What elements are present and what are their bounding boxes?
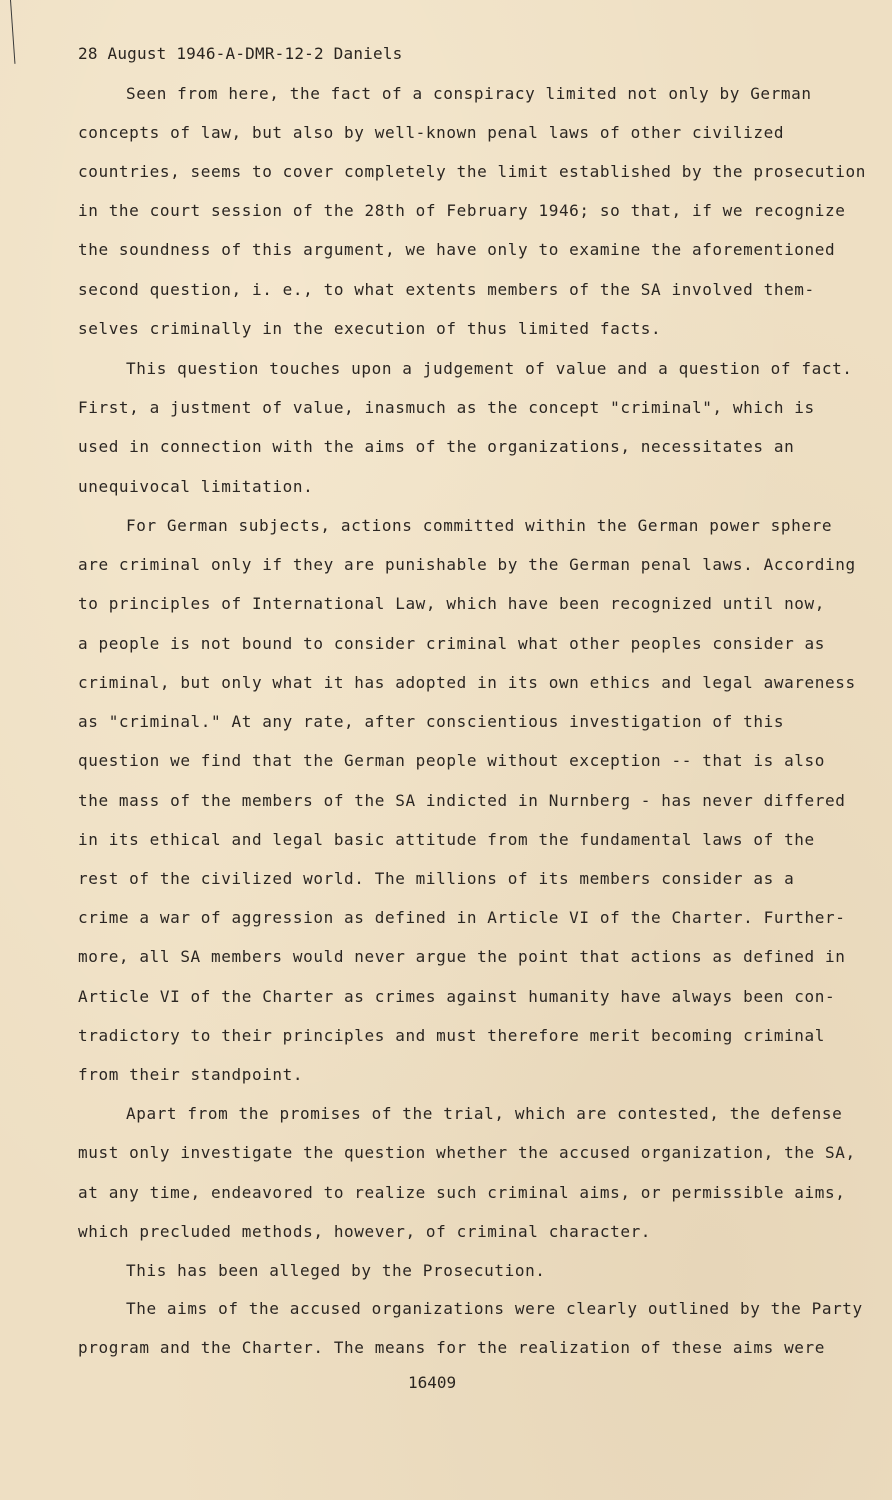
text-line-19: the mass of the members of the SA indicted in Nurnberg - has never differed <box>78 791 846 810</box>
text-line-17: as "criminal." At any rate, after conscientious investigation of this <box>78 712 785 731</box>
text-line-1: Seen from here, the fact of a conspiracy limited not only by German <box>126 84 812 103</box>
text-line-10: used in connection with the aims of the organizations, necessitates an <box>78 437 795 456</box>
text-line-6: second question, i. e., to what extents members of the SA involved them- <box>78 280 815 299</box>
text-line-5: the soundness of this argument, we have only to examine the aforementioned <box>78 240 836 259</box>
text-line-4: in the court session of the 28th of February 1946; so that, if we recognize <box>78 201 846 220</box>
text-line-30: which precluded methods, however, of criminal character. <box>78 1222 652 1241</box>
text-line-20: in its ethical and legal basic attitude from the fundamental laws of the <box>78 830 815 849</box>
page-header: 28 August 1946-A-DMR-12-2 Daniels <box>78 44 403 63</box>
text-line-18: question we find that the German people without exception -- that is also <box>78 751 825 770</box>
text-line-31: This has been alleged by the Prosecution. <box>126 1261 546 1280</box>
text-line-32: The aims of the accused organizations were clearly outlined by the Party <box>126 1299 863 1318</box>
text-line-3: countries, seems to cover completely the limit established by the prosecution <box>78 162 866 181</box>
text-line-15: a people is not bound to consider criminal what other peoples consider as <box>78 634 825 653</box>
text-line-25: tradictory to their principles and must therefore merit becoming criminal <box>78 1026 825 1045</box>
text-line-11: unequivocal limitation. <box>78 477 314 496</box>
text-line-8: This question touches upon a judgement of value and a question of fact. <box>126 359 853 378</box>
page-number: 16409 <box>408 1373 457 1392</box>
text-line-29: at any time, endeavored to realize such criminal aims, or permissible aims, <box>78 1183 846 1202</box>
text-line-28: must only investigate the question whether the accused organization, the SA, <box>78 1143 856 1162</box>
text-line-27: Apart from the promises of the trial, which are contested, the defense <box>126 1104 843 1123</box>
margin-mark <box>10 0 18 64</box>
text-line-2: concepts of law, but also by well-known penal laws of other civilized <box>78 123 785 142</box>
text-line-12: For German subjects, actions committed within the German power sphere <box>126 516 833 535</box>
text-line-21: rest of the civilized world. The millions of its members consider as a <box>78 869 795 888</box>
text-line-26: from their standpoint. <box>78 1065 304 1084</box>
text-line-13: are criminal only if they are punishable by the German penal laws. According <box>78 555 856 574</box>
text-line-16: criminal, but only what it has adopted in its own ethics and legal awareness <box>78 673 856 692</box>
text-line-23: more, all SA members would never argue the point that actions as defined in <box>78 947 846 966</box>
text-line-9: First, a justment of value, inasmuch as the concept "criminal", which is <box>78 398 815 417</box>
text-line-14: to principles of International Law, which have been recognized until now, <box>78 594 825 613</box>
text-line-24: Article VI of the Charter as crimes against humanity have always been con- <box>78 987 836 1006</box>
text-line-33: program and the Charter. The means for the realization of these aims were <box>78 1338 825 1357</box>
text-line-7: selves criminally in the execution of thus limited facts. <box>78 319 662 338</box>
text-line-22: crime a war of aggression as defined in Article VI of the Charter. Further- <box>78 908 846 927</box>
